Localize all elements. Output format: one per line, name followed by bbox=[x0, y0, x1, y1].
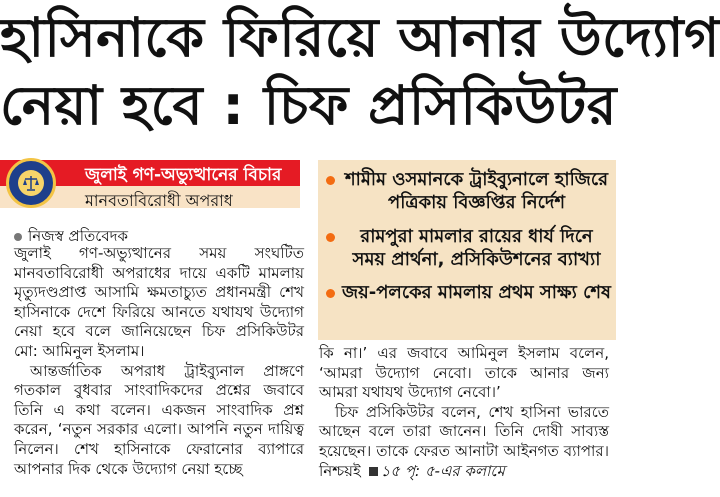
bullet-icon bbox=[14, 233, 22, 241]
bullet-icon bbox=[326, 176, 335, 185]
paragraph: জুলাই গণ-অভ্যুত্থানের সময় সংঘটিত মানবতাবিরোধী অপরাধের দায়ে একটি মামলায় মৃত্যুদণ্ডপ্রাপ্ত আসামি ক্ষমতাচ্যুত প্রধানমন্ত্রী শেখ হাসিনাকে দেশে ফিরিয়ে আনতে যথাযথ উদ্যোগ নেয়া হবে বলে জানিয়েছেন চিফ প্রসিকিউটর মো: আমিনুল ইসলাম। bbox=[14, 244, 304, 360]
highlight-text: শামীম ওসমানকে ট্রাইব্যুনালে হাজিরে পত্রিকায় বিজ্ঞপ্তির নির্দেশ bbox=[344, 169, 608, 213]
highlight-item bbox=[326, 225, 611, 271]
headline-line-2: নেয়া হবে : চিফ প্রসিকিউটর bbox=[0, 74, 617, 137]
banner-subtitle: মানবতাবিরোধী অপরাধ bbox=[85, 191, 233, 210]
headline bbox=[0, 0, 720, 140]
highlight-text: জয়-পলকের মামলায় প্রথম সাক্ষ্য শেষ bbox=[342, 282, 611, 303]
headline-line-1: হাসিনাকে ফিরিয়ে আনার উদ্যোগ bbox=[0, 6, 720, 69]
paragraph: কি না।’ এর জবাবে আমিনুল ইসলাম বলেন, ‘আমরা উদ্যোগ নেবো। তাকে আনার জন্য আমরা যথাযথ উদ্যোগ নেবো।’ bbox=[319, 344, 609, 402]
banner-title: জুলাই গণ-অভ্যুত্থানের বিচার bbox=[85, 165, 282, 185]
paragraph bbox=[319, 403, 609, 481]
paragraph: আন্তর্জাতিক অপরাধ ট্রাইব্যুনাল প্রাঙ্গণে গতকাল বুধবার সাংবাদিকদের প্রশ্নের জবাবে তিনি এ কথা বলেন। একজন সাংবাদিক প্রশ্ন করেন, ‘নতুন সরকার এলো। আপনি নতুন দায়িত্ব নিলেন। শেখ হাসিনাকে ফেরানোর ব্যাপারে আপনার দিক থেকে উদ্যোগ নেয়া হচ্ছে bbox=[14, 361, 304, 478]
bullet-icon bbox=[326, 233, 335, 242]
continuation-jump[interactable]: ১৫ পৃ: ৫-এর কলামে bbox=[380, 461, 505, 480]
byline-text: নিজস্ব প্রতিবেদক bbox=[28, 227, 129, 245]
paragraph-text: চিফ প্রসিকিউটর বলেন, শেখ হাসিনা ভারতে আছেন বলে তারা জানেন। তিনি দোষী সাব্যস্ত হয়েছেন। তাকে ফেরত আনাটা আইনগত ব্যাপার। নিশ্চয়ই bbox=[319, 402, 609, 480]
highlight-text: রামপুরা মামলার রায়ের ধার্য দিনে সময় প্রার্থনা, প্রসিকিউশনের ব্যাখ্যা bbox=[352, 226, 601, 270]
highlight-item bbox=[326, 168, 611, 214]
tribunal-emblem-icon bbox=[6, 158, 56, 208]
highlight-item bbox=[326, 281, 611, 304]
bullet-icon bbox=[326, 289, 335, 298]
article-column-2 bbox=[319, 344, 609, 481]
jump-square-icon bbox=[369, 467, 378, 476]
article-column-1 bbox=[14, 244, 304, 479]
